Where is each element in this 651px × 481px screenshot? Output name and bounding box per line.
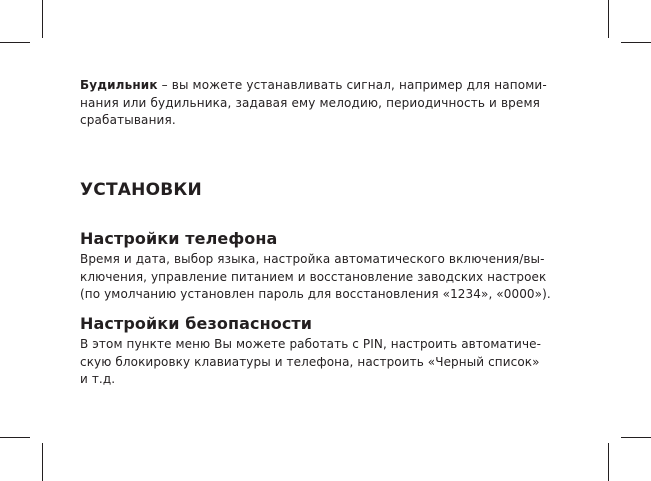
crop-mark-bottom-left-horizontal: [0, 437, 30, 438]
section-title: УСТАНОВКИ: [80, 180, 202, 200]
crop-mark-top-left-vertical: [42, 0, 43, 38]
security-settings-text: [80, 336, 560, 389]
security-settings-line-2: скую блокировку клавиатуры и телефона, настроить «Черный список»: [80, 354, 540, 369]
security-settings-line-1: В этом пункте меню Вы можете работать с PIN, настроить автоматиче-: [80, 337, 542, 351]
intro-dash: –: [157, 78, 172, 92]
phone-settings-title: Настройки телефона: [80, 229, 278, 248]
phone-settings-section: [80, 229, 560, 304]
phone-settings-text: [80, 251, 560, 304]
crop-mark-bottom-left-vertical: [42, 443, 43, 481]
phone-settings-line-1: Время и дата, выбор языка, настройка автоматического включения/вы-: [80, 252, 545, 266]
phone-settings-line-3: (по умолчанию установлен пароль для восстановления «1234», «0000»).: [80, 287, 551, 301]
intro-line-1: вы можете устанавливать сигнал, например для напоми-: [171, 78, 547, 92]
intro-paragraph: [80, 77, 560, 130]
crop-mark-bottom-right-horizontal: [621, 437, 651, 438]
security-settings-line-3: и т.д.: [80, 372, 116, 386]
crop-mark-top-left-horizontal: [0, 42, 30, 43]
crop-mark-bottom-right-vertical: [608, 443, 609, 481]
intro-line-2: нания или будильника, задавая ему мелодию, периодичность и время: [80, 95, 541, 110]
phone-settings-line-2: ключения, управление питанием и восстановление заводских настроек: [80, 269, 547, 284]
security-settings-section: [80, 314, 560, 389]
security-settings-title: Настройки безопасности: [80, 314, 313, 333]
crop-mark-top-right-horizontal: [621, 42, 651, 43]
intro-block: [80, 77, 560, 130]
crop-mark-top-right-vertical: [608, 0, 609, 38]
alarm-term: Будильник: [80, 78, 158, 92]
intro-line-3: срабатывания.: [80, 113, 176, 127]
